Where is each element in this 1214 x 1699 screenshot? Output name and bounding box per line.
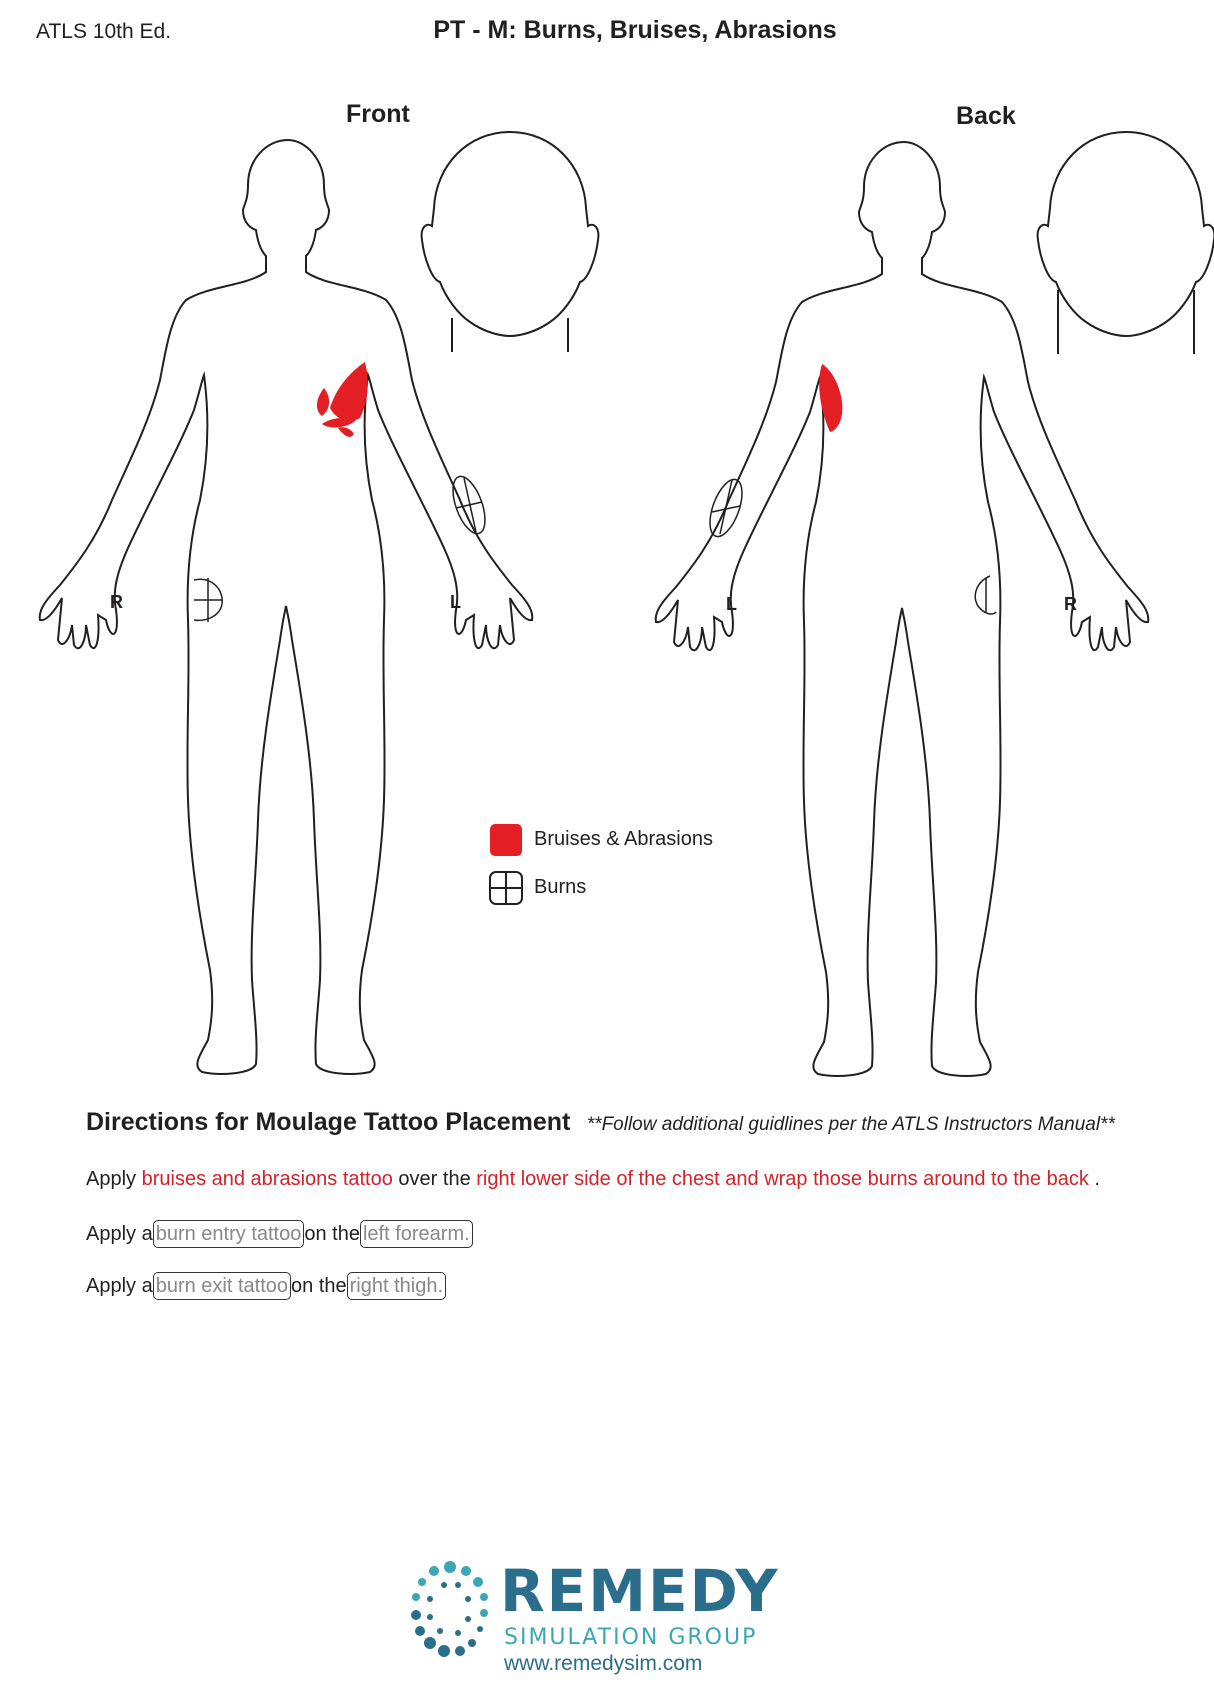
front-view-label: Front bbox=[346, 100, 410, 128]
direction-line-1 bbox=[86, 1168, 1100, 1191]
bruises-legend-label: Bruises & Abrasions bbox=[534, 828, 713, 850]
front-right-thigh-burn-marking bbox=[194, 578, 222, 622]
line1-item: bruises and abrasions tattoo bbox=[141, 1168, 393, 1190]
line2-middle: on the bbox=[304, 1223, 360, 1245]
line1-location: right lower side of the chest and wrap those burns around to the back bbox=[476, 1168, 1089, 1190]
direction-line-2 bbox=[86, 1220, 473, 1248]
page-title: PT - M: Burns, Bruises, Abrasions bbox=[433, 16, 837, 44]
direction-line-3 bbox=[86, 1272, 446, 1300]
bruises-legend-swatch bbox=[490, 824, 522, 856]
logo-subtitle: SIMULATION GROUP bbox=[504, 1625, 758, 1650]
edition-label: ATLS 10th Ed. bbox=[36, 20, 172, 43]
back-left-side-label: L bbox=[726, 594, 737, 614]
logo-url-link[interactable]: www.remedysim.com bbox=[504, 1652, 703, 1675]
back-left-forearm-burn-marking bbox=[704, 475, 749, 540]
line1-prefix: Apply bbox=[86, 1168, 142, 1190]
front-right-side-label: R bbox=[110, 592, 123, 612]
directions-heading: Directions for Moulage Tattoo Placement bbox=[86, 1108, 571, 1136]
logo-wordmark: REMEDY bbox=[500, 1557, 780, 1625]
back-right-side-label: R bbox=[1064, 594, 1077, 614]
remedy-logo bbox=[400, 1555, 840, 1675]
line2-location-field[interactable]: left forearm. bbox=[360, 1220, 473, 1248]
burns-legend-label: Burns bbox=[534, 876, 587, 898]
back-head-outline bbox=[1038, 132, 1214, 354]
line2-item-field[interactable]: burn entry tattoo bbox=[153, 1220, 305, 1248]
line3-middle: on the bbox=[291, 1275, 347, 1297]
line2-prefix: Apply a bbox=[86, 1223, 153, 1245]
line3-prefix: Apply a bbox=[86, 1275, 153, 1297]
line3-location-field[interactable]: right thigh. bbox=[347, 1272, 446, 1300]
directions-section bbox=[86, 1108, 1186, 1297]
line1-middle: over the bbox=[392, 1168, 477, 1190]
logo-dot-ring-icon bbox=[400, 1555, 500, 1675]
directions-header bbox=[86, 1108, 1186, 1137]
directions-note: **Follow additional guidlines per the ATLS Instructors Manual** bbox=[586, 1114, 1115, 1135]
burns-legend-swatch bbox=[490, 872, 522, 904]
line3-item-field[interactable]: burn exit tattoo bbox=[153, 1272, 291, 1300]
front-chest-bruise-marking bbox=[317, 362, 368, 437]
front-left-side-label: L bbox=[450, 592, 461, 612]
front-left-forearm-burn-marking bbox=[447, 472, 492, 537]
back-view-label: Back bbox=[956, 102, 1016, 130]
back-right-thigh-burn-marking bbox=[975, 576, 996, 614]
line1-suffix: . bbox=[1088, 1168, 1100, 1190]
front-head-outline bbox=[422, 132, 599, 352]
